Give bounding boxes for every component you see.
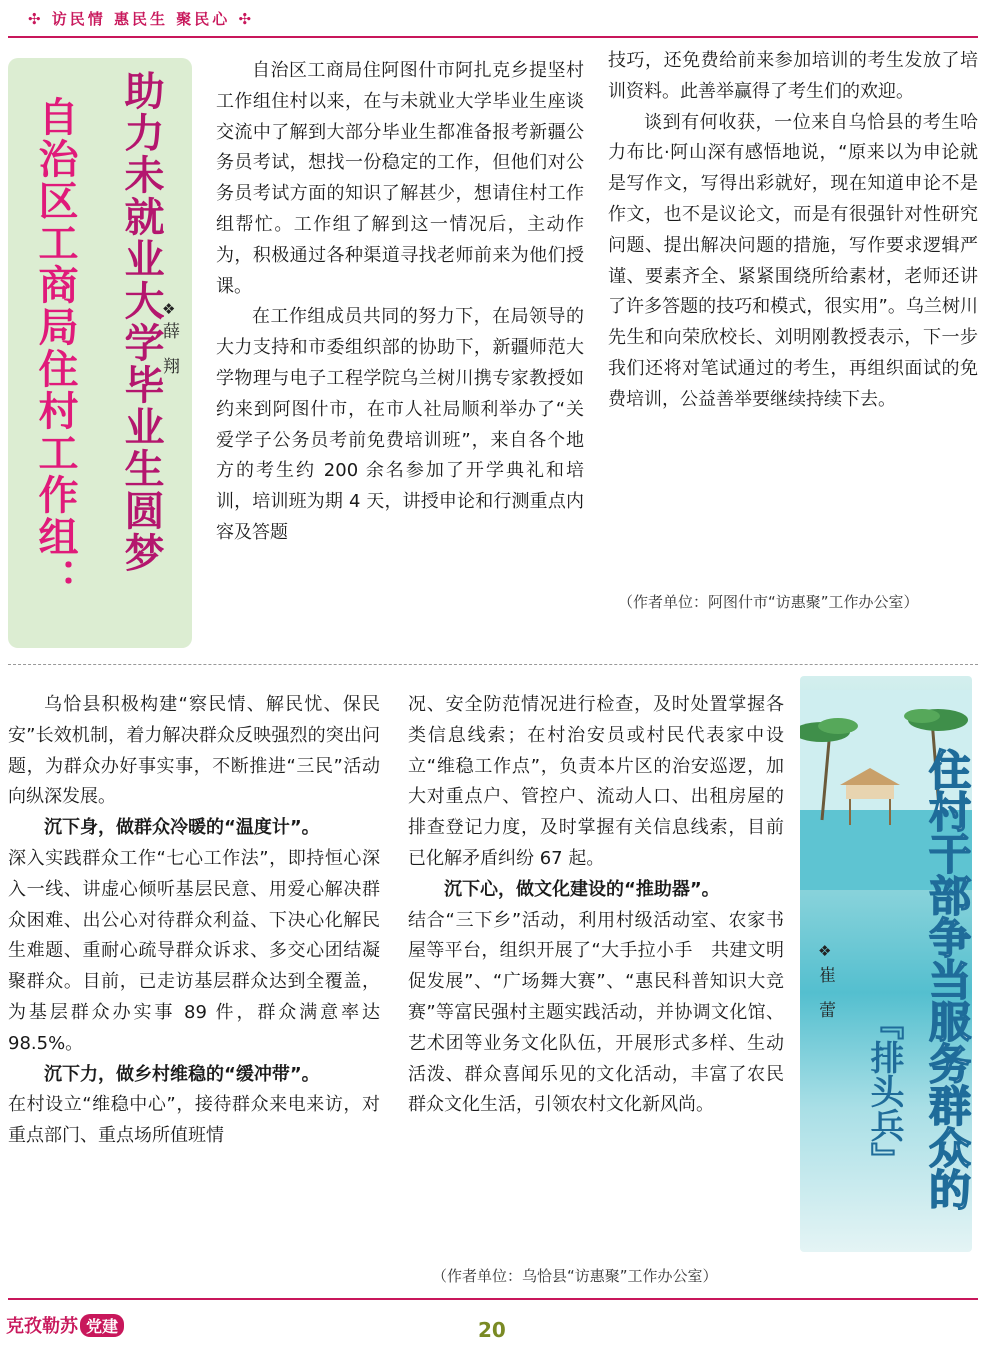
paragraph: 技巧，还免费给前来参加培训的考生发放了培训资料。此善举赢得了考生们的欢迎。	[608, 50, 978, 102]
article1-title: 助力未就业大学毕业生圆梦	[118, 70, 164, 574]
paragraph: 况、安全防范情况进行检查，及时处置掌握各类信息线索；在村治安员或村民代表家中设立“维稳工作点”，负责本片区的治安巡逻，加大对重点户、管控户、流动人口、出租房屋的排查登记力度，及时掌握有关信息线索，目前已化解矛盾纠纷 67 起。	[408, 694, 784, 869]
paragraph: 深入实践群众工作“七心工作法”，即持恒心深入一线、讲虚心倾听基层民意、用爱心解决群众困难、出公心对待群众利益、下决心化解民生难题、重耐心疏导群众诉求、多交心团结凝聚群众。目前，已走访基层群众达到全覆盖，为基层群众办实事 89 件，群众满意率达 98.5%。	[8, 847, 380, 1054]
footer-divider	[8, 1298, 978, 1300]
footer-badge	[80, 1314, 124, 1337]
article2-title: 住村干部争当服务群众的	[923, 748, 972, 1210]
section-heading: 沉下心，做文化建设的“推助器”。	[444, 878, 720, 900]
author-bullet-icon: ❖	[818, 942, 832, 960]
footer-badge-left: 党	[86, 1317, 103, 1336]
article2-author: 崔蕾	[815, 966, 835, 1036]
footer-badge-right: 建	[102, 1317, 119, 1336]
article1-kicker: 自治区工商局住村工作组：	[32, 96, 78, 600]
footer-brand-name: 克孜勒苏	[6, 1316, 78, 1337]
article2-column-1	[8, 690, 380, 1152]
section-heading: 沉下力，做乡村维稳的“缓冲带”。	[44, 1063, 320, 1085]
footer-brand	[6, 1312, 124, 1338]
paragraph: 在工作组成员共同的努力下，在局领导的大力支持和市委组织部的协助下，新疆师范大学物理与电子工程学院乌兰树川携专家教授如约来到阿图什市，在市人社局顺利举办了“关爱学子公务员考前免费培训班”，来自各个地方的考生约 200 余名参加了开学典礼和培训，培训班为期 4 天，讲授申论和行测重点内容及答题	[216, 306, 584, 543]
section-divider	[8, 664, 978, 665]
paragraph: 在村设立“维稳中心”，接待群众来电来访，对重点部门、重点场所值班情	[8, 1094, 380, 1147]
section-heading: 沉下身，做群众冷暖的“温度计”。	[44, 817, 320, 839]
paragraph: 结合“三下乡”活动，利用村级活动室、农家书屋等平台，组织开展了“大手拉小手 共建文明促发展”、“广场舞大赛”、“惠民科普知识大竞赛”等富民强村主题实践活动，并协调文化馆、艺术团等业务文化队伍，开展形式多样、生动活泼、群众喜闻乐见的文化活动，丰富了农民群众文化生活，引领农村文化新风尚。	[408, 909, 784, 1116]
page-number: 20	[478, 1318, 506, 1342]
article2-credit: （作者单位：乌恰县“访惠聚”工作办公室）	[432, 1267, 718, 1285]
paragraph: 自治区工商局住阿图什市阿扎克乡提坚村工作组住村以来，在与未就业大学毕业生座谈交流中了解到大部分毕业生都准备报考新疆公务员考试，想找一份稳定的工作，但他们对公务员考试方面的知识了解甚少，想请住村工作组帮忙。工作组了解到这一情况后，主动作为，积极通过各种渠道寻找老师前来为他们授课。	[216, 60, 584, 297]
author-bullet-icon: ❖	[162, 300, 176, 318]
article1-column-1	[216, 56, 584, 549]
article1-column-2	[608, 46, 978, 416]
article1-author: 薛翔	[159, 322, 179, 392]
article1-credit: （作者单位：阿图什市“访惠聚”工作办公室）	[618, 593, 919, 611]
article2-column-2	[408, 690, 784, 1121]
paragraph: 乌恰县积极构建“察民情、解民忧、保民安”长效机制，着力解决群众反映强烈的突出问题，为群众办好事实事，不断推进“三民”活动向纵深发展。	[8, 694, 380, 808]
header-divider	[8, 36, 978, 38]
article2-title-sub: 『排头兵』	[864, 1006, 904, 1176]
paragraph: 谈到有何收获，一位来自乌恰县的考生哈力布比·阿山深有感悟地说，“原来以为申论就是写作文，写得出彩就好，现在知道申论不是作文，也不是议论文，而是有很强针对性研究问题、提出解决问题的措施，写作要求逻辑严谨、要素齐全、紧紧围绕所给素材，老师还讲了许多答题的技巧和模式，很实用”。乌兰树川先生和向荣欣校长、刘明刚教授表示，下一步我们还将对笔试通过的考生，再组织面试的免费培训，公益善举要继续持续下去。	[608, 111, 978, 410]
header-slogan: ✣ 访民情 惠民生 聚民心 ✣	[28, 10, 255, 28]
